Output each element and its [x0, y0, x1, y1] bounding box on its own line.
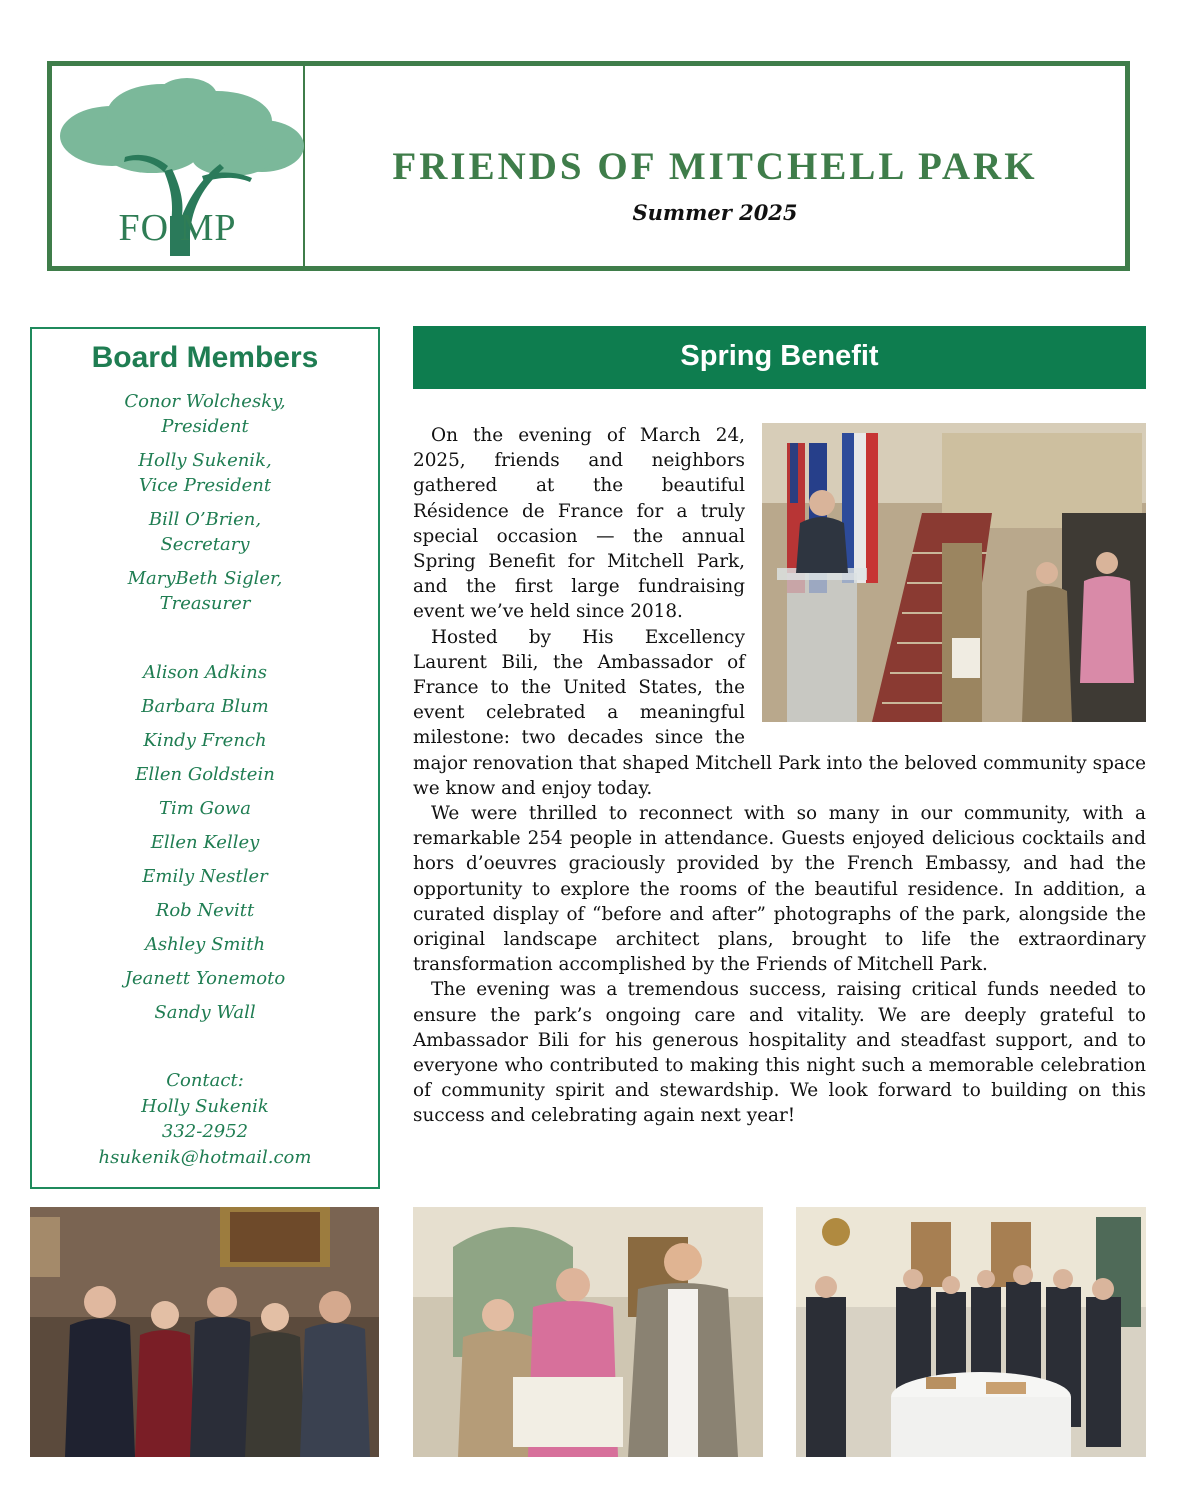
title-area	[305, 66, 1125, 266]
board-heading: Board Members	[91, 341, 319, 374]
article-paragraph: We were thrilled to reconnect with so many in our community, with a remarkable 254 people in attendance. Guests enjoyed delicious cocktails and hors d’oeuvres graciously provided by the French Embassy, and had the opportunity to explore the rooms of the beautiful residence. In addition, a curated display of “before and after” photographs of the park, alongside the original landscape architect plans, brought to life the extraordinary transformation accomplished by the Friends of Mitchell Park.	[413, 803, 1146, 976]
article-paragraph: The evening was a tremendous success, raising critical funds needed to ensure the park’s ongoing care and vitality. We are deeply grateful to Ambassador Bili for his generous hospitality and steadfast support, and to everyone who contributed to making this night such a memorable celebration of community spirit and stewardship. We look forward to building on this success and celebrating again next year!	[413, 979, 1146, 1127]
list-item: Sandy Wall	[154, 1002, 256, 1023]
award-presentation-photo	[413, 1207, 763, 1457]
fomp-logo	[52, 66, 305, 266]
list-item: Jeanett Yonemoto	[124, 968, 286, 989]
section-heading: Spring Benefit	[413, 326, 1146, 389]
contact-block	[32, 1068, 378, 1170]
officer-role: Secretary	[160, 534, 250, 555]
list-item: Rob Nevitt	[155, 900, 255, 921]
issue-date: Summer 2025	[632, 200, 798, 225]
newsletter-title: FRIENDS OF MITCHELL PARK	[392, 145, 1038, 188]
officer-name: Holly Sukenik,	[138, 450, 272, 471]
board-members-panel	[30, 327, 380, 1189]
ambassador-speech-photo	[762, 423, 1146, 722]
article-paragraph: On the evening of March 24, 2025, friends and neighbors gathered at the beautiful Résidence de France for a truly special occasion — the annual Spring Benefit for Mitchell Park, and the first large fundraising event we’ve held since 2018.	[413, 425, 745, 623]
officer-name: Conor Wolchesky,	[124, 391, 286, 412]
list-item: Barbara Blum	[141, 696, 269, 717]
list-item: Emily Nestler	[142, 866, 268, 887]
officer	[32, 448, 378, 498]
list-item: Kindy French	[143, 730, 267, 751]
officer-role: President	[161, 416, 249, 437]
list-item: Ashley Smith	[144, 934, 266, 955]
officer	[32, 566, 378, 616]
officer-name: Bill O’Brien,	[148, 509, 262, 530]
officer	[32, 389, 378, 439]
reception-room-photo	[796, 1207, 1146, 1457]
officer	[32, 507, 378, 557]
contact-label: Contact:	[166, 1070, 244, 1091]
guests-group-photo	[30, 1207, 379, 1457]
list-item: Ellen Kelley	[150, 832, 260, 853]
officer-role: Vice President	[138, 475, 272, 496]
list-item: Tim Gowa	[159, 798, 251, 819]
contact-name: Holly Sukenik	[141, 1095, 269, 1117]
masthead	[47, 61, 1130, 271]
article-paragraph: Hosted by His Excellency Laurent Bili, the Ambassador of France to the United States, the event celebrated a meaningful milestone: two decades since the major renovation that shaped Mitchell Park into the beloved community space we know and enjoy today.	[413, 626, 1146, 799]
list-item: Alison Adkins	[143, 662, 267, 683]
officer-role: Treasurer	[159, 593, 251, 614]
contact-email[interactable]: hsukenik@hotmail.com	[98, 1146, 312, 1168]
list-item: Ellen Goldstein	[135, 764, 275, 785]
article-body	[413, 423, 1146, 1129]
member-list	[32, 656, 378, 1030]
logo-text: FO MP	[118, 207, 237, 249]
contact-phone: 332-2952	[161, 1121, 249, 1142]
officer-name: MaryBeth Sigler,	[127, 568, 283, 589]
